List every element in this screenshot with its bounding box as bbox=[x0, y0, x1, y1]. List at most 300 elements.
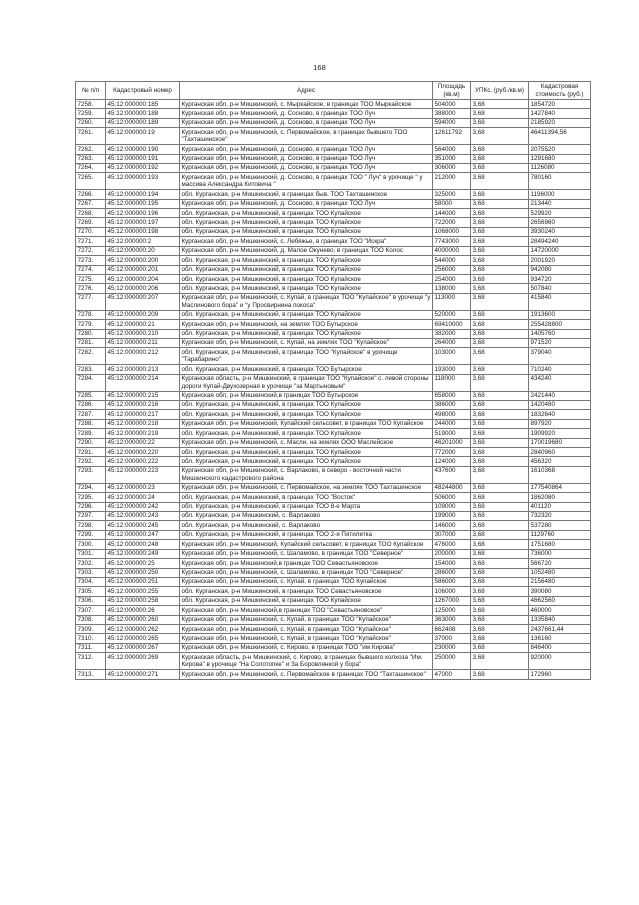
cadastral-cost-cell: 732320 bbox=[529, 511, 591, 520]
area-cell: 506000 bbox=[433, 493, 471, 502]
upks-value-cell: 3,68 bbox=[471, 118, 529, 127]
cadastral-number-cell: 45:12:000000:265 bbox=[106, 634, 180, 643]
area-cell: 437600 bbox=[433, 466, 471, 483]
area-cell: 382000 bbox=[433, 329, 471, 338]
address-cell: обл. Курганская, р-н Мишкинский, в границах ТОО 8-е Марта bbox=[180, 502, 433, 511]
table-row bbox=[76, 320, 591, 329]
cadastral-number-cell: 45:12:000000:200 bbox=[106, 256, 180, 265]
cadastral-number-cell: 45:12:000000:214 bbox=[106, 374, 180, 391]
address-cell: Курганская обл, р-н Мишкинский, с. Шаламово, в границах ТОО "Северное" bbox=[180, 568, 433, 577]
upks-value-cell: 3,68 bbox=[471, 199, 529, 208]
area-cell: 254000 bbox=[433, 275, 471, 284]
area-cell: 772000 bbox=[433, 448, 471, 457]
cadastral-number-cell: 45:12:000000:212 bbox=[106, 348, 180, 365]
upks-value-cell: 3,68 bbox=[471, 466, 529, 483]
area-cell: 46201000 bbox=[433, 438, 471, 447]
address-cell: Курганская обл, р-н Мишкинский, с. Кирово, в границах ТОО "им Кирова" bbox=[180, 643, 433, 652]
cadastral-number-cell: 45:12:000000:218 bbox=[106, 419, 180, 428]
area-cell: 388000 bbox=[433, 109, 471, 118]
table-row bbox=[76, 568, 591, 577]
row-number-cell: 7297. bbox=[76, 511, 106, 520]
cadastral-cost-cell: 14720000 bbox=[529, 246, 591, 255]
row-number-cell: 7310. bbox=[76, 634, 106, 643]
row-number-cell: 7286. bbox=[76, 400, 106, 409]
cadastral-number-cell: 45:12:000000:195 bbox=[106, 199, 180, 208]
area-cell: 722000 bbox=[433, 218, 471, 227]
cadastral-cost-cell: 1427840 bbox=[529, 109, 591, 118]
area-cell: 144000 bbox=[433, 209, 471, 218]
table-row bbox=[76, 587, 591, 596]
table-row bbox=[76, 100, 591, 109]
address-cell: обл. Курганская, р-н Мишкинский, в границах ТОО Купайское bbox=[180, 256, 433, 265]
cadastral-cost-cell: 2075520 bbox=[529, 145, 591, 154]
row-number-cell: 7292. bbox=[76, 457, 106, 466]
area-cell: 544000 bbox=[433, 256, 471, 265]
address-cell: Курганская обл, р-н Мишкинский, д. Сосново, в границах ТОО Луч bbox=[180, 118, 433, 127]
address-cell: Курганская обл, р-н Мишкинский, с. Масли, на землях ООО Маслейское bbox=[180, 438, 433, 447]
cadastral-cost-cell: 942080 bbox=[529, 265, 591, 274]
area-cell: 106000 bbox=[433, 587, 471, 596]
row-number-cell: 7287. bbox=[76, 410, 106, 419]
row-number-cell: 7291. bbox=[76, 448, 106, 457]
row-number-cell: 7312. bbox=[76, 653, 106, 670]
cadastral-cost-cell: 710240 bbox=[529, 365, 591, 374]
row-number-cell: 7282. bbox=[76, 348, 106, 365]
cadastral-cost-cell: 1751680 bbox=[529, 540, 591, 549]
table-row bbox=[76, 246, 591, 255]
table-row bbox=[76, 310, 591, 319]
table-row bbox=[76, 199, 591, 208]
row-number-cell: 7265. bbox=[76, 173, 106, 190]
cadastral-cost-cell: 1909920 bbox=[529, 429, 591, 438]
table-row bbox=[76, 670, 591, 679]
row-number-cell: 7280. bbox=[76, 329, 106, 338]
row-number-cell: 7272. bbox=[76, 246, 106, 255]
cadastral-number-cell: 45:12:000000:209 bbox=[106, 310, 180, 319]
area-cell: 7743000 bbox=[433, 237, 471, 246]
table-row bbox=[76, 596, 591, 605]
area-cell: 363000 bbox=[433, 615, 471, 624]
row-number-cell: 7269. bbox=[76, 218, 106, 227]
row-number-cell: 7284. bbox=[76, 374, 106, 391]
address-cell: обл. Курганская, р-н Мишкинский, в границах ТОО Купайское bbox=[180, 284, 433, 293]
address-cell: Курганская обл, р-н Мишкинский, д. Сосново, в границах ТОО " Луч" в урочище " у массива Александра Китовича " bbox=[180, 173, 433, 190]
address-cell: обл. Курганская, р-н Мишкинский, в границах ТОО Бутырское bbox=[180, 365, 433, 374]
address-cell: обл. Курганская, р-н Мишкинский, в границах ТОО Купайское bbox=[180, 400, 433, 409]
cadastral-number-cell: 45:12:000000:247 bbox=[106, 530, 180, 539]
cadastral-cost-cell: 1129760 bbox=[529, 530, 591, 539]
address-cell: Курганская область, р-н Мишкинский, в границах ТОО "Купайское" с. левой стороны дороги Купай-Двухозерная в урочище "за Мартыновым" bbox=[180, 374, 433, 391]
address-cell: обл. Курганская, р-н Мишкинский, в границах ТОО Купайское bbox=[180, 227, 433, 236]
cadastral-cost-cell: 255428800 bbox=[529, 320, 591, 329]
cadastral-number-cell: 45:12:000000:242 bbox=[106, 502, 180, 511]
cadastral-number-cell: 45:12:000000:26 bbox=[106, 606, 180, 615]
table-row bbox=[76, 466, 591, 483]
address-cell: Курганская обл, р-н Мишкинский, д. Сосново, в границах ТОО Луч bbox=[180, 154, 433, 163]
table-row bbox=[76, 365, 591, 374]
row-number-cell: 7266. bbox=[76, 190, 106, 199]
upks-value-cell: 3,68 bbox=[471, 615, 529, 624]
cadastral-number-cell: 45:12:000000:222 bbox=[106, 457, 180, 466]
cadastral-cost-cell: 379040 bbox=[529, 348, 591, 365]
table-body bbox=[76, 100, 591, 680]
upks-value-cell: 3,68 bbox=[471, 596, 529, 605]
upks-value-cell: 3,68 bbox=[471, 448, 529, 457]
upks-value-cell: 3,68 bbox=[471, 391, 529, 400]
row-number-cell: 7289. bbox=[76, 429, 106, 438]
table-row bbox=[76, 374, 591, 391]
cadastral-number-cell: 45:12:000000:262 bbox=[106, 625, 180, 634]
table-row bbox=[76, 209, 591, 218]
cadastral-cost-cell: 1052480 bbox=[529, 568, 591, 577]
cadastral-number-cell: 45:12:000000:249 bbox=[106, 549, 180, 558]
cadastral-number-cell: 45:12:000000:204 bbox=[106, 275, 180, 284]
upks-value-cell: 3,68 bbox=[471, 227, 529, 236]
row-number-cell: 7301. bbox=[76, 549, 106, 558]
cadastral-number-cell: 45:12:000000:21 bbox=[106, 320, 180, 329]
table-row bbox=[76, 559, 591, 568]
cadastral-cost-cell: 401120 bbox=[529, 502, 591, 511]
upks-value-cell: 3,68 bbox=[471, 511, 529, 520]
address-cell: обл. Курганская, р-н Мишкинский, в границах ТОО Купайское bbox=[180, 209, 433, 218]
cadastral-cost-cell: 846400 bbox=[529, 643, 591, 652]
table-row bbox=[76, 653, 591, 670]
cadastral-cost-cell: 566720 bbox=[529, 559, 591, 568]
area-cell: 113000 bbox=[433, 293, 471, 310]
cadastral-number-cell: 45:12:000000:192 bbox=[106, 163, 180, 172]
row-number-cell: 7279. bbox=[76, 320, 106, 329]
table-row bbox=[76, 419, 591, 428]
area-cell: 386000 bbox=[433, 400, 471, 409]
upks-value-cell: 3,68 bbox=[471, 493, 529, 502]
cadastral-number-cell: 45:12:000000:255 bbox=[106, 587, 180, 596]
header-address: Адрес bbox=[180, 82, 433, 100]
area-cell: 498000 bbox=[433, 410, 471, 419]
row-number-cell: 7281. bbox=[76, 338, 106, 347]
row-number-cell: 7260. bbox=[76, 118, 106, 127]
header-area: Площадь (кв.м) bbox=[433, 82, 471, 100]
upks-value-cell: 3,68 bbox=[471, 483, 529, 492]
cadastral-cost-cell: 136160 bbox=[529, 634, 591, 643]
area-cell: 264000 bbox=[433, 338, 471, 347]
cadastral-cost-cell: 434240 bbox=[529, 374, 591, 391]
cadastral-cost-cell: 172960 bbox=[529, 670, 591, 679]
area-cell: 138000 bbox=[433, 284, 471, 293]
area-cell: 520000 bbox=[433, 310, 471, 319]
cadastral-number-cell: 45:12:000000:271 bbox=[106, 670, 180, 679]
address-cell: Курганская обл, р-н Мишкинский, д. Сосново, в границах ТОО Луч bbox=[180, 163, 433, 172]
cadastral-table bbox=[75, 81, 591, 680]
row-number-cell: 7277. bbox=[76, 293, 106, 310]
address-cell: Курганская область, р-н Мишкинский, с. Кирово, в границах бывшего колхоза "Им. Кирова" в урочище "На Солотопке" и За Боровлянкой у бора" bbox=[180, 653, 433, 670]
area-cell: 193000 bbox=[433, 365, 471, 374]
area-cell: 146000 bbox=[433, 521, 471, 530]
table-row bbox=[76, 400, 591, 409]
upks-value-cell: 3,68 bbox=[471, 653, 529, 670]
upks-value-cell: 3,68 bbox=[471, 275, 529, 284]
address-cell: Курганская обл, р-н Мишкинский, Купайский сельсовет, в границах ТОО Купайское bbox=[180, 540, 433, 549]
upks-value-cell: 3,68 bbox=[471, 438, 529, 447]
area-cell: 118000 bbox=[433, 374, 471, 391]
row-number-cell: 7313. bbox=[76, 670, 106, 679]
area-cell: 12611792 bbox=[433, 128, 471, 145]
area-cell: 306000 bbox=[433, 163, 471, 172]
upks-value-cell: 3,68 bbox=[471, 145, 529, 154]
area-cell: 244000 bbox=[433, 419, 471, 428]
cadastral-number-cell: 45:12:000000:190 bbox=[106, 145, 180, 154]
cadastral-number-cell: 45:12:000000:210 bbox=[106, 329, 180, 338]
cadastral-cost-cell: 4662560 bbox=[529, 596, 591, 605]
upks-value-cell: 3,68 bbox=[471, 400, 529, 409]
upks-value-cell: 3,68 bbox=[471, 284, 529, 293]
area-cell: 325000 bbox=[433, 190, 471, 199]
cadastral-cost-cell: 28494240 bbox=[529, 237, 591, 246]
upks-value-cell: 3,68 bbox=[471, 293, 529, 310]
cadastral-number-cell: 45:12:000000:267 bbox=[106, 643, 180, 652]
area-cell: 286000 bbox=[433, 568, 471, 577]
address-cell: обл. Курганская, р-н Мишкинский, в границах ТОО Купайское bbox=[180, 457, 433, 466]
cadastral-cost-cell: 2656960 bbox=[529, 218, 591, 227]
area-cell: 1267000 bbox=[433, 596, 471, 605]
table-row bbox=[76, 145, 591, 154]
table-row bbox=[76, 118, 591, 127]
upks-value-cell: 3,68 bbox=[471, 625, 529, 634]
table-header-row bbox=[76, 82, 591, 100]
table-row bbox=[76, 265, 591, 274]
area-cell: 256000 bbox=[433, 265, 471, 274]
area-cell: 69410000 bbox=[433, 320, 471, 329]
cadastral-number-cell: 45:12:000000:206 bbox=[106, 284, 180, 293]
cadastral-cost-cell: 780160 bbox=[529, 173, 591, 190]
area-cell: 125000 bbox=[433, 606, 471, 615]
address-cell: Курганская обл, р-н Мишкинский,в границах ТОО Бутырское bbox=[180, 391, 433, 400]
header-cadastral-cost: Кадастровая стоимость (руб.) bbox=[529, 82, 591, 100]
upks-value-cell: 3,68 bbox=[471, 310, 529, 319]
cadastral-number-cell: 45:12:000000:2 bbox=[106, 237, 180, 246]
area-cell: 37000 bbox=[433, 634, 471, 643]
address-cell: Курганская обл, р-н Мишкинский, с. Первомайское в границах ТОО "Тахташинское" bbox=[180, 670, 433, 679]
table-row bbox=[76, 218, 591, 227]
cadastral-number-cell: 45:12:000000:248 bbox=[106, 540, 180, 549]
upks-value-cell: 3,68 bbox=[471, 410, 529, 419]
cadastral-cost-cell: 2185920 bbox=[529, 118, 591, 127]
upks-value-cell: 3,68 bbox=[471, 643, 529, 652]
area-cell: 124000 bbox=[433, 457, 471, 466]
address-cell: Курганская обл, р-н Мишкинский, с. Купай, в границах ТОО Купайское bbox=[180, 577, 433, 586]
area-cell: 48244800 bbox=[433, 483, 471, 492]
cadastral-number-cell: 45:12:000000:223 bbox=[106, 466, 180, 483]
cadastral-cost-cell: 415840 bbox=[529, 293, 591, 310]
row-number-cell: 7268. bbox=[76, 209, 106, 218]
address-cell: Курганская обл, р-н Мишкинский, д. Сосново, в границах ТОО Луч bbox=[180, 145, 433, 154]
cadastral-cost-cell: 1862080 bbox=[529, 493, 591, 502]
address-cell: обл. Курганская, р-н Мишкинский, с. Варлаково bbox=[180, 521, 433, 530]
address-cell: Курганская обл, р-н Мишкинский, д. Сосново, в границах ТОО Луч bbox=[180, 199, 433, 208]
table-row bbox=[76, 502, 591, 511]
address-cell: обл. Курганская, р-н Мишкинский, в границах быв. ТОО Тахташинское bbox=[180, 190, 433, 199]
address-cell: Курганская обл, р-н Мишкинский, с. Мыркайское, в границах ТОО Мыркайское bbox=[180, 100, 433, 109]
upks-value-cell: 3,68 bbox=[471, 634, 529, 643]
upks-value-cell: 3,68 bbox=[471, 237, 529, 246]
address-cell: обл. Курганская, р-н Мишкинский, в границах ТОО Купайское bbox=[180, 275, 433, 284]
upks-value-cell: 3,68 bbox=[471, 374, 529, 391]
row-number-cell: 7267. bbox=[76, 199, 106, 208]
table-row bbox=[76, 329, 591, 338]
cadastral-cost-cell: 1196000 bbox=[529, 190, 591, 199]
row-number-cell: 7305. bbox=[76, 587, 106, 596]
table-row bbox=[76, 275, 591, 284]
cadastral-cost-cell: 920000 bbox=[529, 653, 591, 670]
table-row bbox=[76, 429, 591, 438]
table-row bbox=[76, 530, 591, 539]
cadastral-number-cell: 45:12:000000:251 bbox=[106, 577, 180, 586]
table-row bbox=[76, 410, 591, 419]
table-row bbox=[76, 540, 591, 549]
cadastral-cost-cell: 736000 bbox=[529, 549, 591, 558]
area-cell: 307000 bbox=[433, 530, 471, 539]
upks-value-cell: 3,68 bbox=[471, 209, 529, 218]
cadastral-number-cell: 45:12:000000:25 bbox=[106, 559, 180, 568]
upks-value-cell: 3,68 bbox=[471, 606, 529, 615]
area-cell: 230000 bbox=[433, 643, 471, 652]
cadastral-cost-cell: 537280 bbox=[529, 521, 591, 530]
cadastral-number-cell: 45:12:000000:20 bbox=[106, 246, 180, 255]
upks-value-cell: 3,68 bbox=[471, 365, 529, 374]
cadastral-number-cell: 45:12:000000:269 bbox=[106, 653, 180, 670]
table-row bbox=[76, 348, 591, 365]
cadastral-number-cell: 45:12:000000:189 bbox=[106, 118, 180, 127]
table-row bbox=[76, 338, 591, 347]
row-number-cell: 7263. bbox=[76, 154, 106, 163]
cadastral-cost-cell: 2437661,44 bbox=[529, 625, 591, 634]
upks-value-cell: 3,68 bbox=[471, 109, 529, 118]
row-number-cell: 7293. bbox=[76, 466, 106, 483]
cadastral-number-cell: 45:12:000000:196 bbox=[106, 209, 180, 218]
address-cell: Курганская обл, р-н Мишкинский, Купайский сельсовет, в границах ТОО Купайское bbox=[180, 419, 433, 428]
table-row bbox=[76, 190, 591, 199]
row-number-cell: 7259. bbox=[76, 109, 106, 118]
address-cell: Курганская обл, р-н Мишкинский, с. Купай, в границах ТОО "Купайское" bbox=[180, 634, 433, 643]
row-number-cell: 7258. bbox=[76, 100, 106, 109]
cadastral-number-cell: 45:12:000000:215 bbox=[106, 391, 180, 400]
cadastral-cost-cell: 507840 bbox=[529, 284, 591, 293]
cadastral-cost-cell: 1335840 bbox=[529, 615, 591, 624]
table-row bbox=[76, 549, 591, 558]
area-cell: 58000 bbox=[433, 199, 471, 208]
row-number-cell: 7270. bbox=[76, 227, 106, 236]
table-row bbox=[76, 154, 591, 163]
cadastral-cost-cell: 3930240 bbox=[529, 227, 591, 236]
address-cell: обл. Курганская, р-н Мишкинский, в границах ТОО Купайское bbox=[180, 429, 433, 438]
row-number-cell: 7306. bbox=[76, 596, 106, 605]
upks-value-cell: 3,68 bbox=[471, 256, 529, 265]
address-cell: обл. Курганская, р-н Мишкинский, в границах ТОО "Восток" bbox=[180, 493, 433, 502]
cadastral-number-cell: 45:12:000000:194 bbox=[106, 190, 180, 199]
cadastral-number-cell: 45:12:000000:220 bbox=[106, 448, 180, 457]
cadastral-number-cell: 45:12:000000:211 bbox=[106, 338, 180, 347]
address-cell: Курганская обл, р-н Мишкинский, с. Купай, в границах ТОО "Купайское" bbox=[180, 615, 433, 624]
cadastral-cost-cell: 390080 bbox=[529, 587, 591, 596]
table-row bbox=[76, 511, 591, 520]
cadastral-cost-cell: 1126080 bbox=[529, 163, 591, 172]
cadastral-cost-cell: 1420480 bbox=[529, 400, 591, 409]
address-cell: обл. Курганская, р-н Мишкинский, в границах ТОО Севастьяновское bbox=[180, 587, 433, 596]
cadastral-number-cell: 45:12:000000:193 bbox=[106, 173, 180, 190]
table-row bbox=[76, 577, 591, 586]
table-row bbox=[76, 643, 591, 652]
table-row bbox=[76, 634, 591, 643]
cadastral-number-cell: 45:12:000000:243 bbox=[106, 511, 180, 520]
area-cell: 4000000 bbox=[433, 246, 471, 255]
address-cell: обл. Курганская, р-н Мишкинский, в границах ТОО Купайское bbox=[180, 329, 433, 338]
table-row bbox=[76, 256, 591, 265]
row-number-cell: 7302. bbox=[76, 559, 106, 568]
row-number-cell: 7299. bbox=[76, 530, 106, 539]
header-cadastral-number: Кадастровый номер bbox=[106, 82, 180, 100]
row-number-cell: 7262. bbox=[76, 145, 106, 154]
area-cell: 564000 bbox=[433, 145, 471, 154]
upks-value-cell: 3,68 bbox=[471, 338, 529, 347]
cadastral-cost-cell: 1832640 bbox=[529, 410, 591, 419]
cadastral-number-cell: 45:12:000000:198 bbox=[106, 227, 180, 236]
cadastral-number-cell: 45:12:000000:22 bbox=[106, 438, 180, 447]
address-cell: Курганская обл, р-н Мишкинский,в границах ТОО "Севастьяновское" bbox=[180, 606, 433, 615]
cadastral-cost-cell: 170019680 bbox=[529, 438, 591, 447]
area-cell: 200000 bbox=[433, 549, 471, 558]
upks-value-cell: 3,68 bbox=[471, 521, 529, 530]
table-row bbox=[76, 284, 591, 293]
area-cell: 250000 bbox=[433, 653, 471, 670]
cadastral-cost-cell: 460000 bbox=[529, 606, 591, 615]
cadastral-cost-cell: 2840960 bbox=[529, 448, 591, 457]
area-cell: 476000 bbox=[433, 540, 471, 549]
cadastral-number-cell: 45:12:000000:23 bbox=[106, 483, 180, 492]
row-number-cell: 7311. bbox=[76, 643, 106, 652]
table-row bbox=[76, 615, 591, 624]
cadastral-cost-cell: 1913600 bbox=[529, 310, 591, 319]
table-row bbox=[76, 438, 591, 447]
area-cell: 199000 bbox=[433, 511, 471, 520]
header-upks: УПКс. (руб./кв.м) bbox=[471, 82, 529, 100]
table-row bbox=[76, 237, 591, 246]
row-number-cell: 7271. bbox=[76, 237, 106, 246]
table-row bbox=[76, 173, 591, 190]
row-number-cell: 7300. bbox=[76, 540, 106, 549]
upks-value-cell: 3,68 bbox=[471, 502, 529, 511]
row-number-cell: 7283. bbox=[76, 365, 106, 374]
cadastral-cost-cell: 46411394,56 bbox=[529, 128, 591, 145]
cadastral-number-cell: 45:12:000000:19 bbox=[106, 128, 180, 145]
cadastral-cost-cell: 2001920 bbox=[529, 256, 591, 265]
cadastral-number-cell: 45:12:000000:191 bbox=[106, 154, 180, 163]
table-row bbox=[76, 457, 591, 466]
address-cell: обл. Курганская, р-н Мишкинский, в границах ТОО Купайское bbox=[180, 265, 433, 274]
cadastral-number-cell: 45:12:000000:250 bbox=[106, 568, 180, 577]
table-row bbox=[76, 227, 591, 236]
upks-value-cell: 3,68 bbox=[471, 348, 529, 365]
table-row bbox=[76, 128, 591, 145]
address-cell: Курганская обл, р-н Мишкинский, с. Купай, в границах ТОО "Купайское" bbox=[180, 625, 433, 634]
page-number: 168 bbox=[313, 63, 326, 72]
row-number-cell: 7261. bbox=[76, 128, 106, 145]
row-number-cell: 7274. bbox=[76, 265, 106, 274]
header-num: № п/п bbox=[76, 82, 106, 100]
table-row bbox=[76, 163, 591, 172]
address-cell: обл. Курганская, р-н Мишкинский, в границах ТОО Купайское bbox=[180, 310, 433, 319]
cadastral-number-cell: 45:12:000000:197 bbox=[106, 218, 180, 227]
address-cell: Курганская обл, р-н Мишкинский, с. Первомайское, в границах бывшего ТОО "Тахташинское" bbox=[180, 128, 433, 145]
cadastral-number-cell: 45:12:000000:216 bbox=[106, 400, 180, 409]
